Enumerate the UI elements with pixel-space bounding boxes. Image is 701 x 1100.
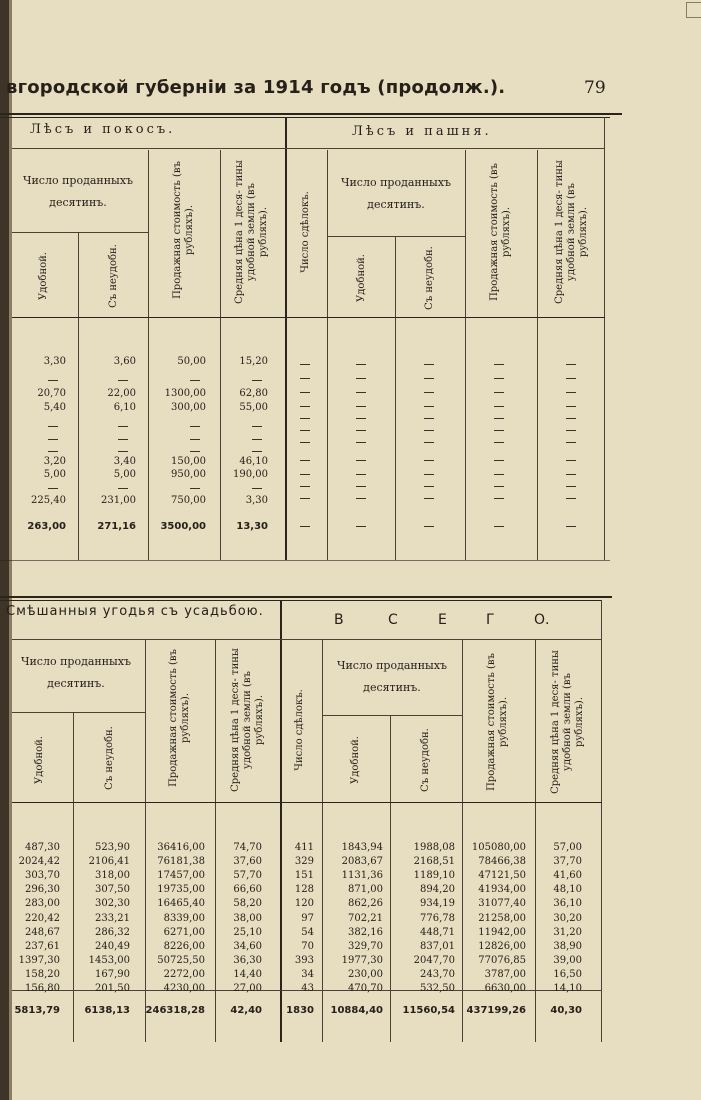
empty-cell-dash [300, 498, 310, 499]
bottom-col-cost-right: Продажная стоимость (въ рубляхъ). [486, 653, 509, 791]
bottom-table-cell: 411 [294, 842, 314, 853]
empty-cell-dash [356, 526, 366, 527]
empty-cell-dash [356, 406, 366, 407]
bottom-table-cell: 128 [294, 884, 314, 896]
bottom-table-cell: 76181,38 [157, 856, 205, 868]
empty-cell-dash [252, 451, 262, 452]
empty-cell-dash [566, 392, 576, 393]
bottom-table-cell: 17457,00 [157, 870, 205, 882]
bottom-table-cell: 532,50 [420, 983, 455, 994]
bottom-col-udobnoi-right: Удобной. [350, 736, 361, 784]
empty-cell-dash [566, 474, 576, 475]
bottom-col-neudobn: Съ неудобн. [104, 726, 115, 790]
bottom-table-cell: 19735,00 [157, 884, 205, 896]
top-table-cell: 15,20 [239, 356, 268, 367]
bottom-table-cell: 201,50 [95, 983, 130, 994]
vsego-letter: Е [438, 612, 447, 628]
bottom-table-cell: 48,10 [553, 884, 582, 896]
bottom-table-cell: 296,30 [25, 884, 60, 896]
empty-cell-dash [118, 439, 128, 440]
bottom-table-cell: 58,20 [233, 898, 262, 910]
bottom-table-total-cell: 437199,26 [466, 1005, 526, 1016]
empty-cell-dash [494, 474, 504, 475]
bottom-table-cell: 57,00 [553, 842, 582, 853]
bottom-section-left-title: Смѣшанныя угодья съ усадьбою. [6, 604, 264, 619]
bottom-table-cell: 4230,00 [163, 983, 205, 994]
empty-cell-dash [356, 378, 366, 379]
bottom-table-cell: 329 [294, 856, 314, 868]
bottom-table-cell: 105080,00 [471, 842, 526, 853]
empty-cell-dash [356, 460, 366, 461]
empty-cell-dash [424, 442, 434, 443]
empty-cell-dash [252, 426, 262, 427]
empty-cell-dash [494, 406, 504, 407]
empty-cell-dash [494, 486, 504, 487]
bottom-table-cell: 8226,00 [163, 940, 205, 952]
bottom-table-cell: 77076,85 [478, 954, 526, 966]
empty-cell-dash [494, 442, 504, 443]
empty-cell-dash [566, 460, 576, 461]
top-table-cell: 231,00 [101, 495, 136, 506]
empty-cell-dash [300, 526, 310, 527]
empty-cell-dash [356, 418, 366, 419]
bottom-table-cell: 11942,00 [478, 926, 526, 938]
empty-cell-dash [48, 380, 58, 381]
empty-cell-dash [356, 498, 366, 499]
bottom-col-udobnoi: Удобной. [34, 736, 45, 784]
top-section-left-title: Лѣсъ и покосъ. [30, 122, 176, 137]
empty-cell-dash [494, 364, 504, 365]
vsego-letter: С [388, 612, 398, 628]
bottom-table-cell: 2168,51 [413, 856, 455, 868]
empty-cell-dash [118, 380, 128, 381]
empty-cell-dash [566, 418, 576, 419]
top-table-cell: 50,00 [177, 356, 206, 367]
bottom-table-cell: 240,49 [95, 940, 130, 952]
page-number: 79 [584, 78, 606, 98]
bottom-table-cell: 120 [294, 898, 314, 910]
empty-cell-dash [356, 392, 366, 393]
empty-cell-dash [566, 526, 576, 527]
bottom-table-cell: 448,71 [420, 926, 455, 938]
bottom-table-cell: 16,50 [553, 968, 582, 980]
top-col-udobnoi: Удобной. [38, 252, 49, 300]
bottom-table-cell: 1843,94 [341, 842, 383, 853]
empty-cell-dash [424, 430, 434, 431]
empty-cell-dash [494, 430, 504, 431]
bottom-table-cell: 6630,00 [484, 983, 526, 994]
bottom-table-cell: 248,67 [25, 926, 60, 938]
bottom-table-cell: 74,70 [233, 842, 262, 853]
top-section-divider [285, 117, 287, 560]
bottom-table-cell: 237,61 [25, 940, 60, 952]
bottom-table-cell: 329,70 [348, 940, 383, 952]
top-col-neudobn-right: Съ неудобн. [424, 246, 435, 310]
bottom-table-total-cell: 40,30 [550, 1005, 582, 1016]
bottom-table-rule [0, 596, 612, 598]
bottom-table-cell: 156,80 [25, 983, 60, 994]
top-table-cell: 225,40 [31, 495, 66, 506]
empty-cell-dash [356, 430, 366, 431]
empty-cell-dash [190, 451, 200, 452]
bottom-table-cell: 21258,00 [478, 912, 526, 924]
bottom-table-cell: 1988,08 [413, 842, 455, 853]
top-right-group-label: Число проданныхъ десятинъ. [340, 176, 452, 211]
bottom-table-cell: 776,78 [420, 912, 455, 924]
empty-cell-dash [424, 392, 434, 393]
bottom-col-neudobn-right: Съ неудобн. [420, 728, 431, 792]
bottom-table-cell: 158,20 [25, 968, 60, 980]
bottom-table-cell: 1397,30 [18, 954, 60, 966]
empty-cell-dash [424, 460, 434, 461]
top-section-right-title: Лѣсъ и пашня. [352, 124, 492, 139]
empty-cell-dash [356, 442, 366, 443]
empty-cell-dash [48, 426, 58, 427]
bottom-table-cell: 6271,00 [163, 926, 205, 938]
empty-cell-dash [566, 442, 576, 443]
bottom-table-cell: 70 [301, 940, 314, 952]
bottom-table-cell: 12826,00 [478, 940, 526, 952]
bottom-table-cell: 43 [301, 983, 314, 994]
bottom-table-cell: 38,00 [233, 912, 262, 924]
bottom-table-cell: 1131,36 [341, 870, 383, 882]
top-left-group-label: Число проданныхъ десятинъ. [22, 174, 134, 209]
bottom-table-total-cell: 1830 [286, 1005, 314, 1016]
bottom-table-cell: 2024,42 [18, 856, 60, 868]
top-table-cell: 1300,00 [164, 388, 206, 399]
empty-cell-dash [424, 526, 434, 527]
top-col-avg-right: Средняя цѣна 1 деся- тины удобной земли (въ рубляхъ). [554, 160, 589, 304]
page-title: вгородской губерніи за 1914 годъ (продолж.). [6, 77, 506, 98]
empty-cell-dash [566, 406, 576, 407]
bottom-table-cell: 54 [301, 926, 314, 938]
empty-cell-dash [494, 418, 504, 419]
bottom-col-avg-right: Средняя цѣна 1 деся- тины удобной земли (въ рубляхъ). [550, 650, 585, 794]
empty-cell-dash [424, 364, 434, 365]
bottom-table-cell: 47121,50 [478, 870, 526, 882]
bottom-table-total-cell: 10884,40 [330, 1005, 383, 1016]
empty-cell-dash [300, 430, 310, 431]
top-table-cell: 3,30 [43, 356, 66, 367]
empty-cell-dash [494, 460, 504, 461]
bottom-table-cell: 16465,40 [157, 898, 205, 910]
empty-cell-dash [566, 486, 576, 487]
empty-cell-dash [190, 439, 200, 440]
bottom-table-cell: 1189,10 [413, 870, 455, 882]
top-table-cell: 5,00 [113, 469, 136, 480]
bottom-table-cell: 233,21 [95, 912, 130, 924]
bottom-table-cell: 151 [294, 870, 314, 882]
empty-cell-dash [118, 426, 128, 427]
bottom-table-cell: 8339,00 [163, 912, 205, 924]
bottom-table-cell: 38,90 [553, 940, 582, 952]
empty-cell-dash [48, 439, 58, 440]
empty-cell-dash [566, 378, 576, 379]
bottom-table-cell: 36416,00 [157, 842, 205, 853]
bottom-left-group-label: Число проданныхъ десятинъ. [20, 655, 132, 690]
empty-cell-dash [190, 426, 200, 427]
bottom-right-group-label: Число проданныхъ десятинъ. [336, 659, 448, 694]
top-table-cell: 22,00 [107, 388, 136, 399]
top-table-cell: 55,00 [239, 402, 268, 413]
top-table-cell: 3,20 [43, 456, 66, 467]
empty-cell-dash [300, 364, 310, 365]
top-table-cell: 20,70 [37, 388, 66, 399]
bottom-table-cell: 487,30 [25, 842, 60, 853]
top-table-cell: 5,00 [43, 469, 66, 480]
bottom-table-cell: 167,90 [95, 968, 130, 980]
bottom-section-divider [280, 600, 282, 1042]
bottom-table-cell: 2047,70 [413, 954, 455, 966]
empty-cell-dash [494, 378, 504, 379]
bottom-table-cell: 393 [294, 954, 314, 966]
empty-cell-dash [300, 460, 310, 461]
top-col-deals: Число сдѣлокъ. [300, 191, 311, 273]
bottom-table-cell: 97 [301, 912, 314, 924]
top-table-cell: 3,60 [113, 356, 136, 367]
empty-cell-dash [356, 486, 366, 487]
bottom-table-cell: 41934,00 [478, 884, 526, 896]
top-table-cell: 150,00 [171, 456, 206, 467]
bottom-table-cell: 37,60 [233, 856, 262, 868]
top-table-cell: 263,00 [27, 521, 66, 532]
bottom-table-cell: 862,26 [348, 898, 383, 910]
bottom-table-cell: 470,70 [348, 983, 383, 994]
bottom-table-cell: 1977,30 [341, 954, 383, 966]
bottom-table-cell: 871,00 [348, 884, 383, 896]
bottom-table-cell: 230,00 [348, 968, 383, 980]
empty-cell-dash [190, 380, 200, 381]
top-table-cell: 46,10 [239, 456, 268, 467]
page-binding-edge [0, 0, 9, 1100]
vsego-letter: Г [486, 612, 495, 628]
bottom-table-cell: 303,70 [25, 870, 60, 882]
top-table-cell: 271,16 [97, 521, 136, 532]
top-table-cell: 3,40 [113, 456, 136, 467]
bottom-table-cell: 34 [301, 968, 314, 980]
bottom-table-cell: 220,42 [25, 912, 60, 924]
bottom-table-cell: 50725,50 [157, 954, 205, 966]
empty-cell-dash [424, 498, 434, 499]
bottom-table-cell: 286,32 [95, 926, 130, 938]
bottom-table-cell: 307,50 [95, 884, 130, 896]
top-col-cost: Продажная стоимость (въ рубляхъ). [172, 161, 195, 299]
empty-cell-dash [356, 364, 366, 365]
bottom-table-cell: 2272,00 [163, 968, 205, 980]
bottom-table-cell: 934,19 [420, 898, 455, 910]
bottom-col-cost: Продажная стоимость (въ рубляхъ). [168, 649, 191, 787]
empty-cell-dash [566, 364, 576, 365]
empty-cell-dash [300, 406, 310, 407]
bottom-table-total-cell: 42,40 [230, 1005, 262, 1016]
bottom-table-cell: 41,60 [553, 870, 582, 882]
bottom-table-cell: 78466,38 [478, 856, 526, 868]
top-table-rule [0, 113, 622, 115]
bottom-table-cell: 243,70 [420, 968, 455, 980]
bottom-table-cell: 36,10 [553, 898, 582, 910]
bottom-table-cell: 382,16 [348, 926, 383, 938]
empty-cell-dash [424, 378, 434, 379]
empty-cell-dash [252, 488, 262, 489]
bottom-table-cell: 283,00 [25, 898, 60, 910]
bottom-table-cell: 57,70 [233, 870, 262, 882]
bottom-table-cell: 2083,67 [341, 856, 383, 868]
empty-cell-dash [494, 526, 504, 527]
empty-cell-dash [300, 378, 310, 379]
top-table-cell: 13,30 [236, 521, 268, 532]
empty-cell-dash [300, 392, 310, 393]
bottom-table-cell: 37,70 [553, 856, 582, 868]
bottom-table-cell: 3787,00 [484, 968, 526, 980]
empty-cell-dash [566, 498, 576, 499]
bottom-table-cell: 25,10 [233, 926, 262, 938]
empty-cell-dash [424, 474, 434, 475]
page-binding-shadow [9, 0, 12, 1100]
bottom-table-cell: 702,21 [348, 912, 383, 924]
top-table-cell: 950,00 [171, 469, 206, 480]
bottom-table-cell: 14,40 [233, 968, 262, 980]
bottom-table-cell: 36,30 [233, 954, 262, 966]
bottom-col-avg: Средняя цѣна 1 деся- тины удобной земли (въ рубляхъ). [230, 648, 265, 792]
bottom-table-cell: 31,20 [553, 926, 582, 938]
bottom-table-total-cell: 246318,28 [145, 1005, 205, 1016]
empty-cell-dash [566, 430, 576, 431]
empty-cell-dash [300, 474, 310, 475]
bottom-col-deals: Число сдѣлокъ. [294, 689, 305, 771]
top-table-cell: 6,10 [113, 402, 136, 413]
empty-cell-dash [190, 488, 200, 489]
bottom-table-cell: 31077,40 [478, 898, 526, 910]
bottom-table-total-cell: 11560,54 [402, 1005, 455, 1016]
vsego-letter: В [334, 612, 344, 628]
top-table-cell: 190,00 [233, 469, 268, 480]
top-col-cost-right: Продажная стоимость (въ рубляхъ). [489, 163, 512, 301]
empty-cell-dash [118, 488, 128, 489]
empty-cell-dash [252, 439, 262, 440]
empty-cell-dash [424, 486, 434, 487]
empty-cell-dash [48, 488, 58, 489]
empty-cell-dash [494, 392, 504, 393]
bottom-table-cell: 34,60 [233, 940, 262, 952]
top-col-neudobn: Съ неудобн. [108, 244, 119, 308]
empty-cell-dash [494, 498, 504, 499]
empty-cell-dash [118, 451, 128, 452]
bottom-table-total-cell: 6138,13 [84, 1005, 130, 1016]
bottom-table-cell: 39,00 [553, 954, 582, 966]
bottom-table-cell: 1453,00 [88, 954, 130, 966]
bottom-table-cell: 523,90 [95, 842, 130, 853]
empty-cell-dash [300, 486, 310, 487]
top-table-cell: 3500,00 [160, 521, 206, 532]
bottom-table-cell: 66,60 [233, 884, 262, 896]
corner-mark [686, 2, 701, 18]
empty-cell-dash [48, 451, 58, 452]
empty-cell-dash [356, 474, 366, 475]
bottom-table-cell: 30,20 [553, 912, 582, 924]
top-table-cell: 300,00 [171, 402, 206, 413]
top-table-cell: 62,80 [239, 388, 268, 399]
empty-cell-dash [252, 380, 262, 381]
top-col-avg: Средняя цѣна 1 деся- тины удобной земли (въ рубляхъ). [234, 160, 269, 304]
bottom-table-total-cell: 5813,79 [14, 1005, 60, 1016]
bottom-table-cell: 837,01 [420, 940, 455, 952]
empty-cell-dash [300, 418, 310, 419]
top-table-cell: 3,30 [245, 495, 268, 506]
top-table-cell: 5,40 [43, 402, 66, 413]
empty-cell-dash [300, 442, 310, 443]
bottom-table-cell: 302,30 [95, 898, 130, 910]
top-col-udobnoi-right: Удобной. [356, 254, 367, 302]
bottom-table-cell: 894,20 [420, 884, 455, 896]
bottom-table-cell: 2106,41 [88, 856, 130, 868]
vsego-letter: О. [534, 612, 550, 628]
empty-cell-dash [424, 418, 434, 419]
empty-cell-dash [424, 406, 434, 407]
bottom-table-cell: 27,00 [233, 983, 262, 994]
top-table-cell: 750,00 [171, 495, 206, 506]
bottom-table-cell: 318,00 [95, 870, 130, 882]
bottom-table-cell: 14,10 [553, 983, 582, 994]
